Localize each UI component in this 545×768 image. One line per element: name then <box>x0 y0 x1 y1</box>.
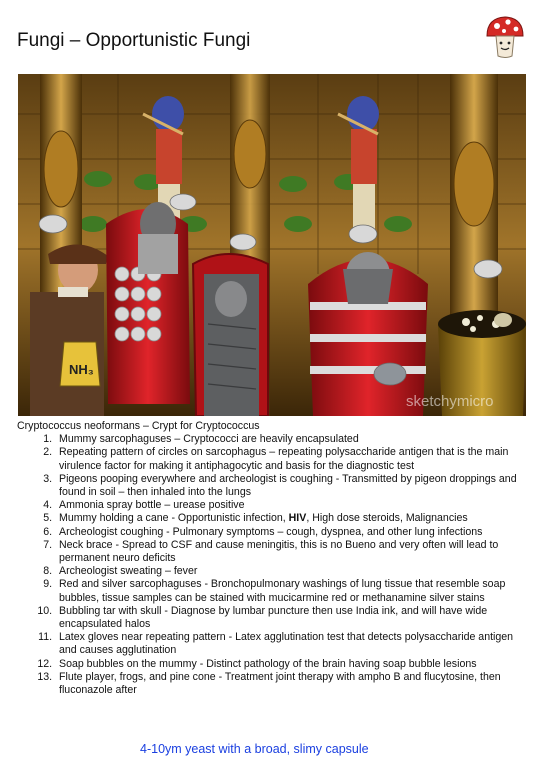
list-item: 6. Archeologist coughing - Pulmonary symptoms – cough, dyspnea, and other lung infections <box>55 526 532 539</box>
page-title: Fungi – Opportunistic Fungi <box>17 30 251 51</box>
ammonia-label: NH₃ <box>69 362 94 377</box>
list-item: 9. Red and silver sarcophaguses - Bronchopulmonary washings of lung tissue that resemble soap bubbles, tissue samples can be stained with mucicarmine red or methanamine silver stains <box>55 578 532 604</box>
list-item: 12. Soap bubbles on the mummy - Distinct pathology of the brain having soap bubble lesions <box>55 658 532 671</box>
crypt-illustration <box>18 74 526 416</box>
list-item <box>55 512 532 525</box>
mnemonic-list <box>17 433 532 697</box>
red-silver-sarcophagus <box>308 252 428 416</box>
list-item: 11. Latex gloves near repeating pattern - Latex agglutination test that detects polysaccharide antigen and causes agglutination <box>55 631 532 657</box>
list-item: 1. Mummy sarcophaguses – Cryptococci are heavily encapsulated <box>55 433 532 446</box>
section-heading: Cryptococcus neoformans – Crypt for Cryptococcus <box>17 420 260 432</box>
list-item: 10. Bubbling tar with skull - Diagnose by lumbar puncture then use India ink, and will have wide encapsulated halos <box>55 605 532 631</box>
list-item-text: , High dose steroids, Malignancies <box>306 512 468 525</box>
list-item: 2. Repeating pattern of circles on sarcophagus – repeating polysaccharide antigen that is the main virulence factor for making it antiphagocytic and basis for the diagnostic test <box>55 446 532 472</box>
list-item: 3. Pigeons pooping everywhere and archeologist is coughing - Transmitted by pigeon droppings and found in soil – then inhaled into the lungs <box>55 473 532 499</box>
mnemonic-section <box>17 420 532 697</box>
list-item: 4. Ammonia spray bottle – urease positive <box>55 499 532 512</box>
list-item: 13. Flute player, frogs, and pine cone - Treatment joint therapy with ampho B and flucytosine, then fluconazole after <box>55 671 532 697</box>
list-item-text: Mummy holding a cane - Opportunistic infection, <box>59 512 289 525</box>
list-item: 7. Neck brace - Spread to CSF and cause meningitis, this is no Bueno and very often will lead to permanent neuro deficits <box>55 539 532 565</box>
list-item: 8. Archeologist sweating – fever <box>55 565 532 578</box>
hiv-bold-text: HIV <box>288 512 307 525</box>
mushroom-logo-icon <box>484 14 526 60</box>
watermark: sketchymicro <box>406 393 494 410</box>
footnote: 4-10ym yeast with a broad, slimy capsule <box>140 742 369 756</box>
